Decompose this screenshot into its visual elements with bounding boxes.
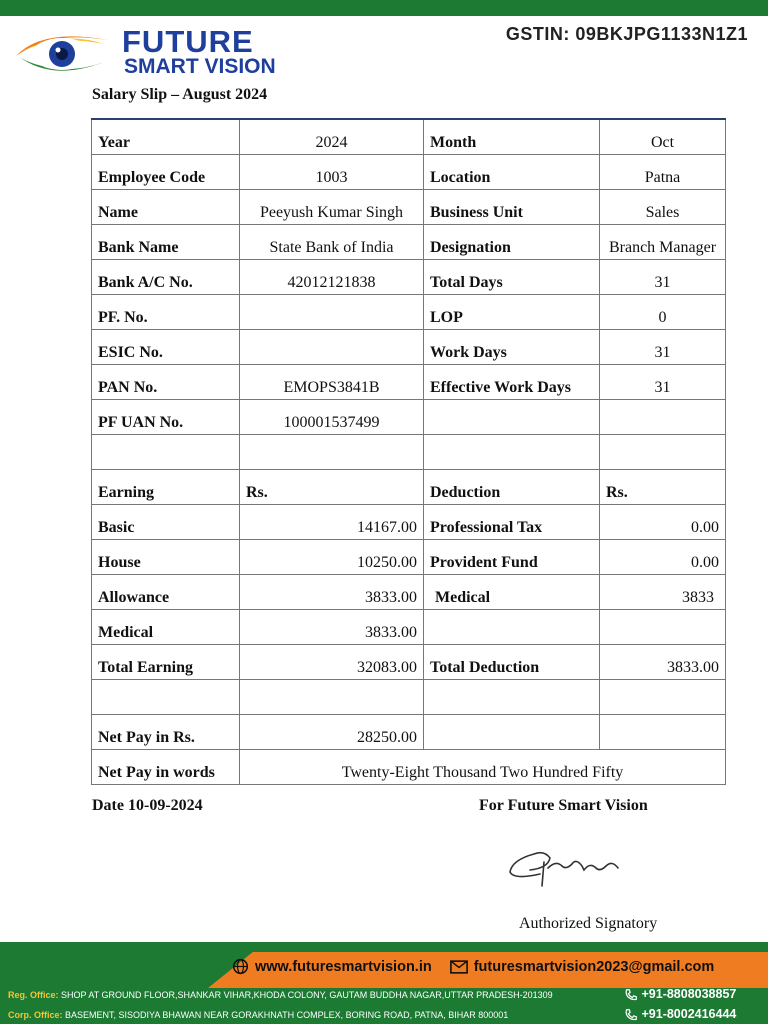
- label-cell: Total Days: [424, 260, 600, 295]
- label-cell: House: [92, 540, 240, 575]
- value-cell: 31: [600, 260, 726, 295]
- value-cell: 31: [600, 365, 726, 400]
- table-row: [92, 365, 726, 400]
- value-cell: Branch Manager: [600, 225, 726, 260]
- footer-contact-line: [232, 958, 714, 975]
- phone-icon: [624, 988, 638, 1002]
- label-cell: LOP: [424, 295, 600, 330]
- amount-cell: 3833.00: [240, 610, 424, 645]
- pay-header-row: [92, 470, 726, 505]
- value-cell: Oct: [600, 119, 726, 155]
- globe-icon: [232, 958, 249, 975]
- table-row: [92, 540, 726, 575]
- logo-line2: SMART VISION: [124, 55, 276, 78]
- for-company: For Future Smart Vision: [479, 797, 648, 814]
- table-row: [92, 190, 726, 225]
- label-cell: Basic: [92, 505, 240, 540]
- net-words-value: Twenty-Eight Thousand Two Hundred Fifty: [240, 750, 726, 785]
- label-cell: PF. No.: [92, 295, 240, 330]
- reg-office-address: SHOP AT GROUND FLOOR,SHANKAR VIHAR,KHODA COLONY, GAUTAM BUDDHA NAGAR,UTTAR PRADESH-201309: [61, 990, 553, 1000]
- empty-cell: [424, 715, 600, 750]
- empty-cell: [600, 680, 726, 715]
- value-cell: 31: [600, 330, 726, 365]
- phone-icon: [624, 1008, 638, 1022]
- corp-office-address: BASEMENT, SISODIYA BHAWAN NEAR GORAKHNATH COMPLEX, BORING ROAD, PATNA, BIHAR 800001: [65, 1010, 509, 1020]
- table-row: [92, 400, 726, 435]
- amount-cell: 0.00: [600, 540, 726, 575]
- mail-icon: [450, 960, 468, 974]
- empty-cell: [600, 435, 726, 470]
- logo-line1: FUTURE: [122, 24, 254, 59]
- table-row: [92, 505, 726, 540]
- slip-title: Salary Slip – August 2024: [92, 86, 268, 103]
- value-cell: [600, 400, 726, 435]
- table-row: [92, 610, 726, 645]
- label-cell: Bank Name: [92, 225, 240, 260]
- label-cell: Effective Work Days: [424, 365, 600, 400]
- label-cell: Year: [92, 119, 240, 155]
- top-green-bar: [0, 0, 768, 16]
- label-cell: PF UAN No.: [92, 400, 240, 435]
- label-cell: Medical: [92, 610, 240, 645]
- value-cell: State Bank of India: [240, 225, 424, 260]
- empty-cell: [240, 680, 424, 715]
- label-cell: Location: [424, 155, 600, 190]
- table-row: [92, 260, 726, 295]
- label-cell: [424, 400, 600, 435]
- empty-cell: [424, 435, 600, 470]
- amount-cell: 10250.00: [240, 540, 424, 575]
- value-cell: EMOPS3841B: [240, 365, 424, 400]
- empty-cell: [600, 610, 726, 645]
- total-earning-label: Total Earning: [92, 645, 240, 680]
- earning-header: Earning: [92, 470, 240, 505]
- total-deduction-value: 3833.00: [600, 645, 726, 680]
- reg-office-line: [8, 990, 553, 1000]
- table-row: [92, 155, 726, 190]
- value-cell: 42012121838: [240, 260, 424, 295]
- label-cell: Allowance: [92, 575, 240, 610]
- net-pay-row: [92, 715, 726, 750]
- label-cell: ESIC No.: [92, 330, 240, 365]
- website-link[interactable]: www.futuresmartvision.in: [255, 958, 432, 975]
- table-row-empty: [92, 435, 726, 470]
- label-cell: Month: [424, 119, 600, 155]
- net-pay-label: Net Pay in Rs.: [92, 715, 240, 750]
- corp-phone: [624, 1007, 736, 1022]
- email-link[interactable]: futuresmartvision2023@gmail.com: [473, 958, 715, 975]
- label-cell: Professional Tax: [424, 505, 600, 540]
- salary-table: [91, 118, 726, 785]
- empty-cell: [240, 435, 424, 470]
- empty-cell: [92, 680, 240, 715]
- label-cell: Provident Fund: [424, 540, 600, 575]
- value-cell: Patna: [600, 155, 726, 190]
- corp-office-line: [8, 1010, 508, 1020]
- net-words-row: [92, 750, 726, 785]
- eye-logo-icon: [12, 26, 112, 82]
- label-cell: Name: [92, 190, 240, 225]
- label-cell: Employee Code: [92, 155, 240, 190]
- empty-cell: [92, 435, 240, 470]
- table-row: [92, 119, 726, 155]
- amount-cell: 3833.00: [240, 575, 424, 610]
- label-cell: Designation: [424, 225, 600, 260]
- company-logo: [12, 22, 302, 86]
- value-cell: 2024: [240, 119, 424, 155]
- value-cell: [240, 330, 424, 365]
- amount-cell: 0.00: [600, 505, 726, 540]
- label-cell: Medical: [424, 575, 600, 610]
- value-cell: Peeyush Kumar Singh: [240, 190, 424, 225]
- reg-phone: [624, 987, 736, 1002]
- total-earning-value: 32083.00: [240, 645, 424, 680]
- empty-cell: [600, 715, 726, 750]
- corp-phone-number: +91-8002416444: [641, 1007, 737, 1021]
- value-cell: [240, 295, 424, 330]
- reg-office-label: Reg. Office:: [8, 990, 59, 1000]
- label-cell: Work Days: [424, 330, 600, 365]
- gstin-number: GSTIN: 09BKJPG1133N1Z1: [505, 24, 748, 44]
- label-cell: Business Unit: [424, 190, 600, 225]
- empty-cell: [424, 680, 600, 715]
- table-row: [92, 295, 726, 330]
- total-deduction-label: Total Deduction: [424, 645, 600, 680]
- reg-phone-number: +91-8808038857: [641, 987, 737, 1001]
- corp-office-label: Corp. Office:: [8, 1010, 63, 1020]
- value-cell: Sales: [600, 190, 726, 225]
- total-row: [92, 645, 726, 680]
- amount-cell: 3833: [600, 575, 726, 610]
- deduction-rs-header: Rs.: [600, 470, 726, 505]
- value-cell: 100001537499: [240, 400, 424, 435]
- amount-cell: 14167.00: [240, 505, 424, 540]
- earning-rs-header: Rs.: [240, 470, 424, 505]
- label-cell: PAN No.: [92, 365, 240, 400]
- authorized-signatory: Authorized Signatory: [519, 915, 658, 932]
- deduction-header: Deduction: [424, 470, 600, 505]
- value-cell: 0: [600, 295, 726, 330]
- signature-image: [504, 840, 634, 890]
- label-cell: Bank A/C No.: [92, 260, 240, 295]
- net-words-label: Net Pay in words: [92, 750, 240, 785]
- table-row-empty: [92, 680, 726, 715]
- empty-cell: [424, 610, 600, 645]
- table-row: [92, 330, 726, 365]
- net-pay-value: 28250.00: [240, 715, 424, 750]
- table-row: [92, 575, 726, 610]
- footer: [0, 942, 768, 1024]
- value-cell: 1003: [240, 155, 424, 190]
- slip-date: Date 10-09-2024: [92, 797, 203, 814]
- table-row: [92, 225, 726, 260]
